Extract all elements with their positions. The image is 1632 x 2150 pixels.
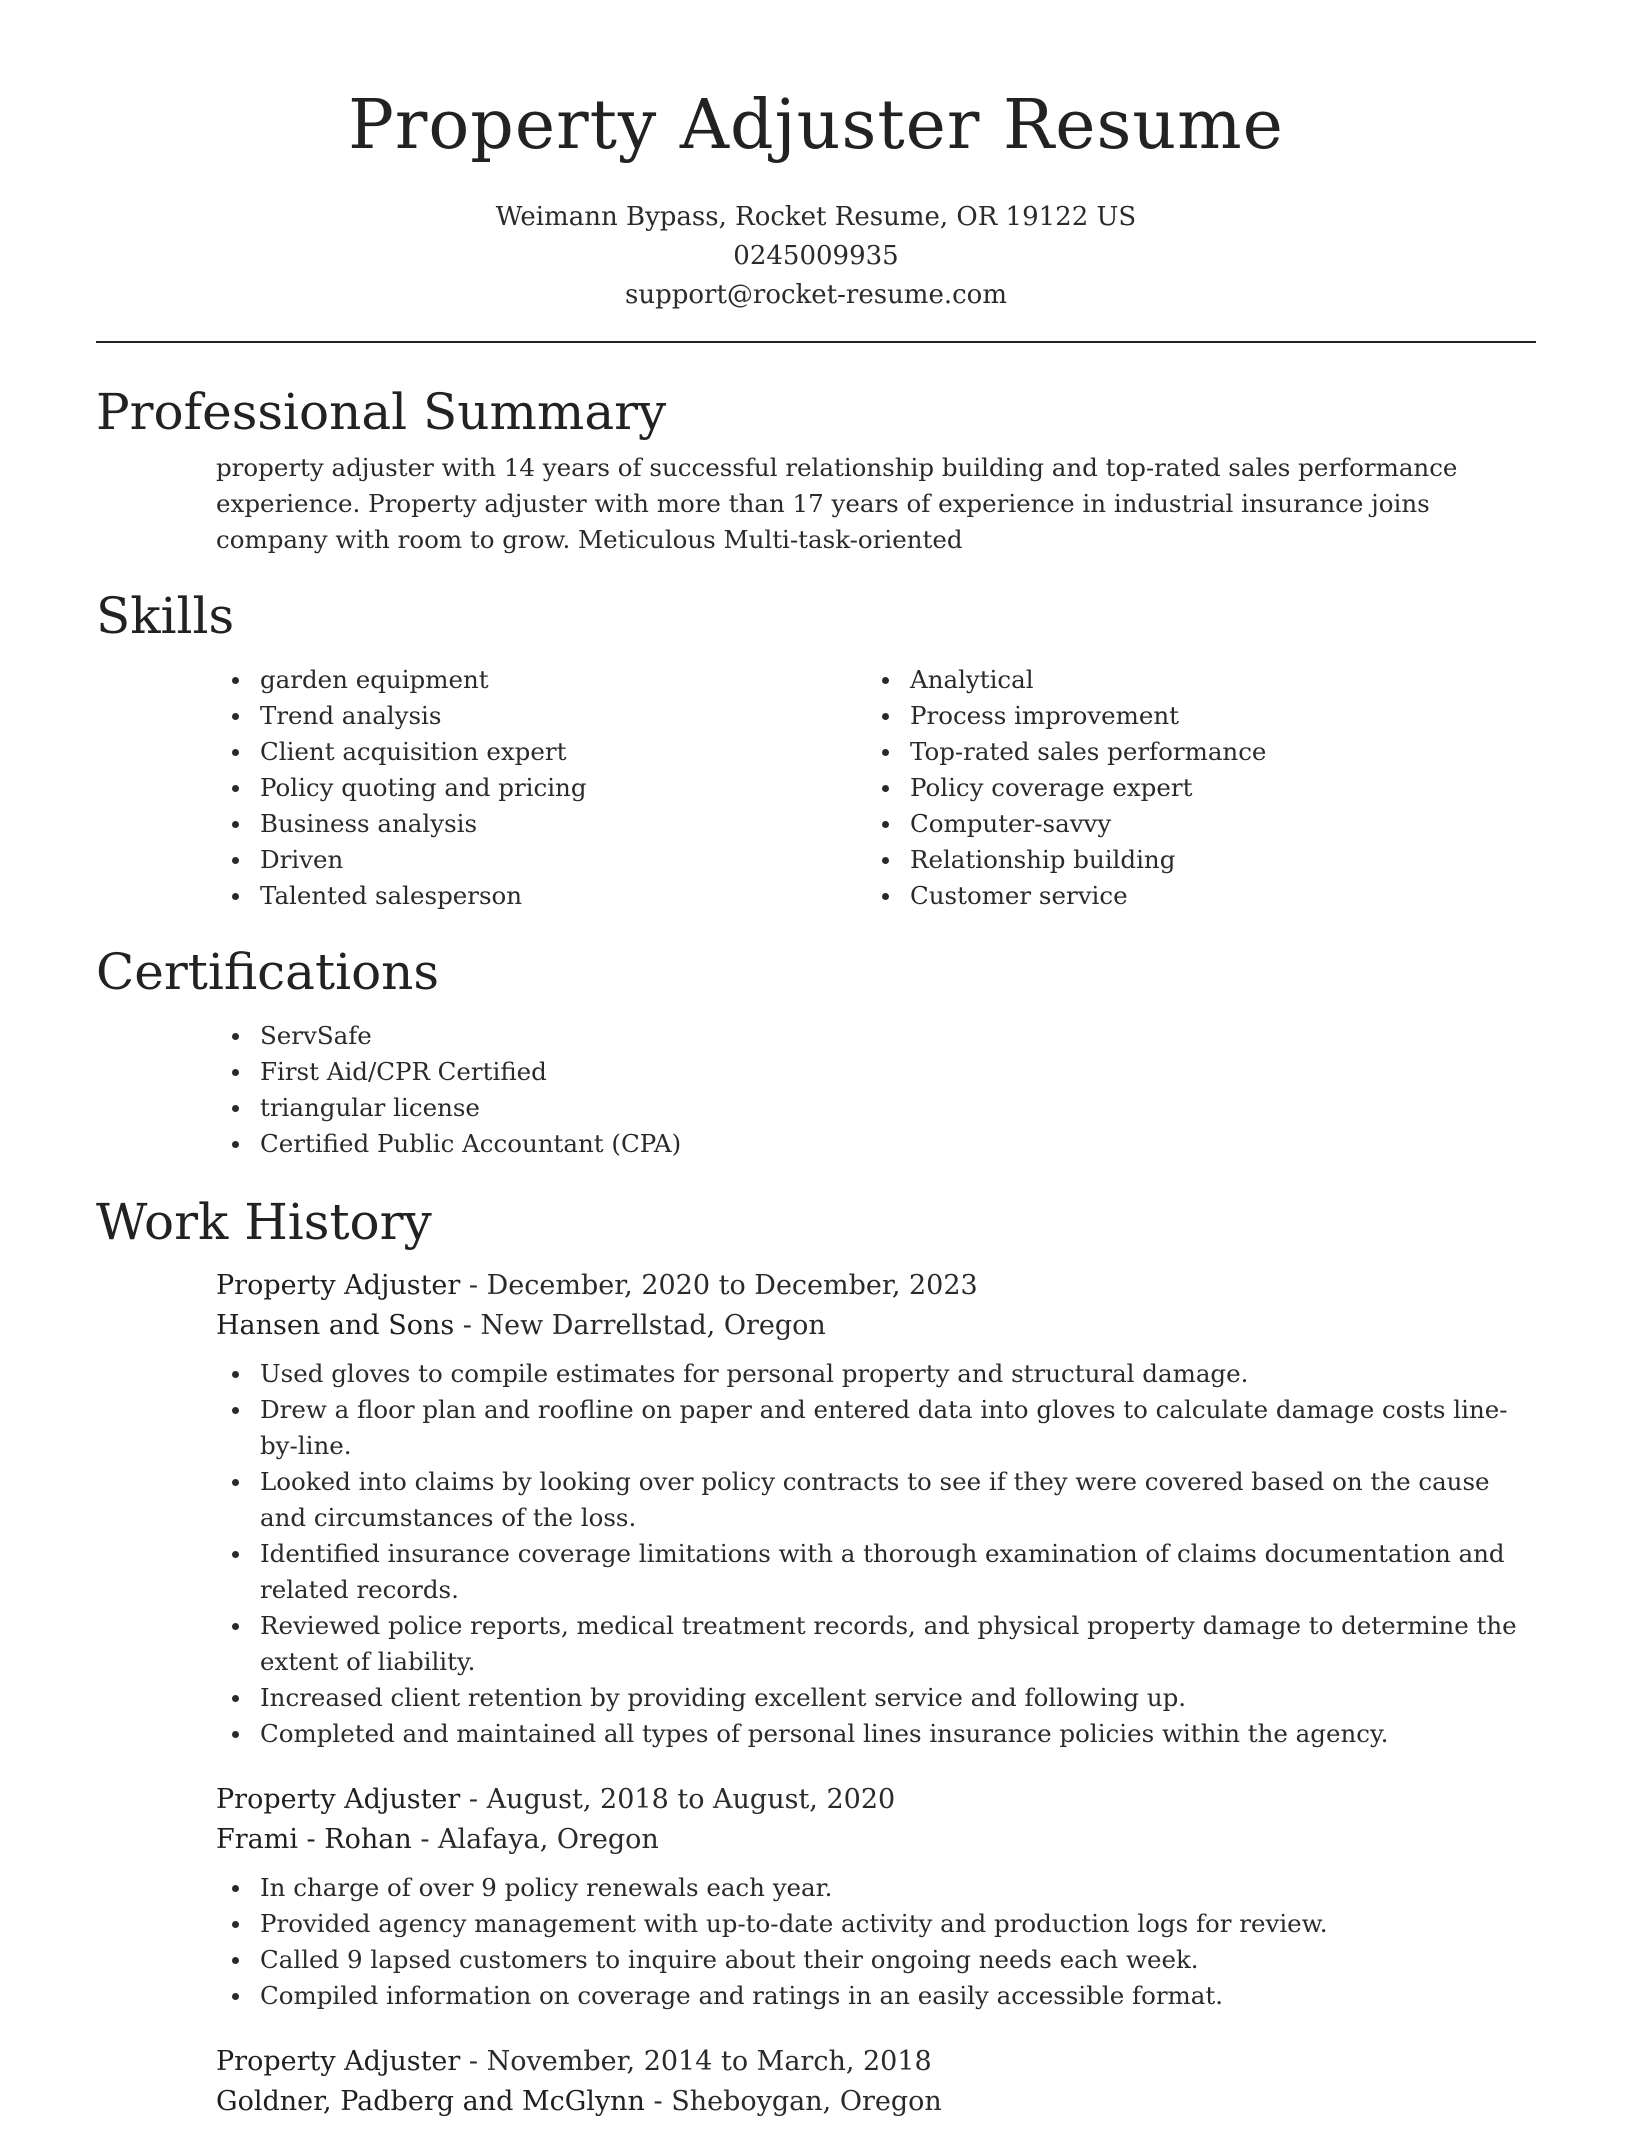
skills-column-right	[866, 662, 1516, 914]
job-company-line	[216, 2082, 1536, 2122]
email: support@rocket-resume.com	[624, 280, 1007, 310]
skill-item: Client acquisition expert	[216, 734, 866, 770]
job-bullets	[216, 1870, 1536, 2014]
job-bullet: Reviewed police reports, medical treatment records, and physical property damage to determine the extent of liability.	[216, 1608, 1536, 1680]
certification-item: Certified Public Accountant (CPA)	[216, 1126, 1536, 1162]
job-company: Goldner, Padberg and McGlynn	[216, 2086, 645, 2117]
job-bullet: Used gloves to compile estimates for personal property and structural damage.	[216, 1356, 1536, 1392]
summary-section	[96, 380, 1536, 558]
job-company: Hansen and Sons	[216, 1310, 455, 1341]
header-divider	[96, 341, 1536, 343]
certification-item: First Aid/CPR Certified	[216, 1054, 1536, 1090]
skill-item: Computer-savvy	[866, 806, 1516, 842]
skill-item: Business analysis	[216, 806, 866, 842]
work-history-section	[96, 1190, 1536, 2122]
job-location: - New Darrellstad, Oregon	[454, 1310, 826, 1341]
skill-item: Talented salesperson	[216, 878, 866, 914]
job-bullet: Looked into claims by looking over policy contracts to see if they were covered based on the cause and circumstances of the loss.	[216, 1464, 1536, 1536]
skill-item: Customer service	[866, 878, 1516, 914]
skill-item: Top-rated sales performance	[866, 734, 1516, 770]
resume-body	[96, 380, 1536, 2150]
job-dates: - November, 2014 to March, 2018	[460, 2046, 932, 2077]
job-entry	[216, 1780, 1536, 2014]
job-title-line	[216, 2042, 1536, 2082]
job-location: - Alafaya, Oregon	[411, 1824, 659, 1855]
skill-item: Policy coverage expert	[866, 770, 1516, 806]
job-company: Frami - Rohan	[216, 1824, 412, 1855]
skill-item: Analytical	[866, 662, 1516, 698]
job-company-line	[216, 1306, 1536, 1346]
job-bullet: Drew a floor plan and roofline on paper and entered data into gloves to calculate damage costs line-by-line.	[216, 1392, 1536, 1464]
job-title-line	[216, 1780, 1536, 1820]
resume-header	[0, 0, 1632, 315]
job-company-line	[216, 1820, 1536, 1860]
certification-item: triangular license	[216, 1090, 1536, 1126]
skills-list	[216, 662, 1536, 914]
job-bullet: Identified insurance coverage limitations with a thorough examination of claims documentation and related records.	[216, 1536, 1536, 1608]
job-bullet: In charge of over 9 policy renewals each year.	[216, 1870, 1536, 1906]
job-dates: - August, 2018 to August, 2020	[460, 1784, 896, 1815]
job-dates: - December, 2020 to December, 2023	[460, 1270, 978, 1301]
job-entry	[216, 2042, 1536, 2122]
summary-text: property adjuster with 14 years of successful relationship building and top-rated sales performance experience. Property adjuster with more than 17 years of experience in industrial insurance joins company with room to grow. Meticulous Multi-task-oriented	[216, 453, 1458, 554]
job-location: - Sheboygan, Oregon	[644, 2086, 942, 2117]
job-title: Property Adjuster	[216, 2046, 461, 2077]
certification-item: ServSafe	[216, 1018, 1536, 1054]
certifications-section	[96, 940, 1536, 1162]
skill-item: Trend analysis	[216, 698, 866, 734]
address: Weimann Bypass, Rocket Resume, OR 19122 US	[495, 202, 1137, 232]
job-title: Property Adjuster	[216, 1270, 461, 1301]
job-bullet: Compiled information on coverage and ratings in an easily accessible format.	[216, 1978, 1536, 2014]
job-bullet: Completed and maintained all types of personal lines insurance policies within the agency.	[216, 1716, 1536, 1752]
skill-item: Process improvement	[866, 698, 1516, 734]
skill-item: Policy quoting and pricing	[216, 770, 866, 806]
job-entry	[216, 1266, 1536, 1752]
job-bullet: Called 9 lapsed customers to inquire about their ongoing needs each week.	[216, 1942, 1536, 1978]
job-bullet: Increased client retention by providing excellent service and following up.	[216, 1680, 1536, 1716]
skills-section	[96, 584, 1536, 914]
skill-item: garden equipment	[216, 662, 866, 698]
resume-title: Property Adjuster Resume	[348, 86, 1284, 165]
job-title-line	[216, 1266, 1536, 1306]
skill-item: Driven	[216, 842, 866, 878]
phone: 0245009935	[733, 241, 899, 271]
certifications-heading: Certifications	[96, 943, 440, 1001]
certifications-list	[216, 1018, 1536, 1162]
job-title: Property Adjuster	[216, 1784, 461, 1815]
skills-column-left	[216, 662, 866, 914]
skill-item: Relationship building	[866, 842, 1516, 878]
contact-info	[0, 198, 1632, 315]
summary-heading: Professional Summary	[96, 383, 667, 441]
job-bullet: Provided agency management with up-to-date activity and production logs for review.	[216, 1906, 1536, 1942]
work-history-heading: Work History	[96, 1193, 432, 1251]
skills-heading: Skills	[96, 587, 235, 645]
job-bullets	[216, 1356, 1536, 1752]
